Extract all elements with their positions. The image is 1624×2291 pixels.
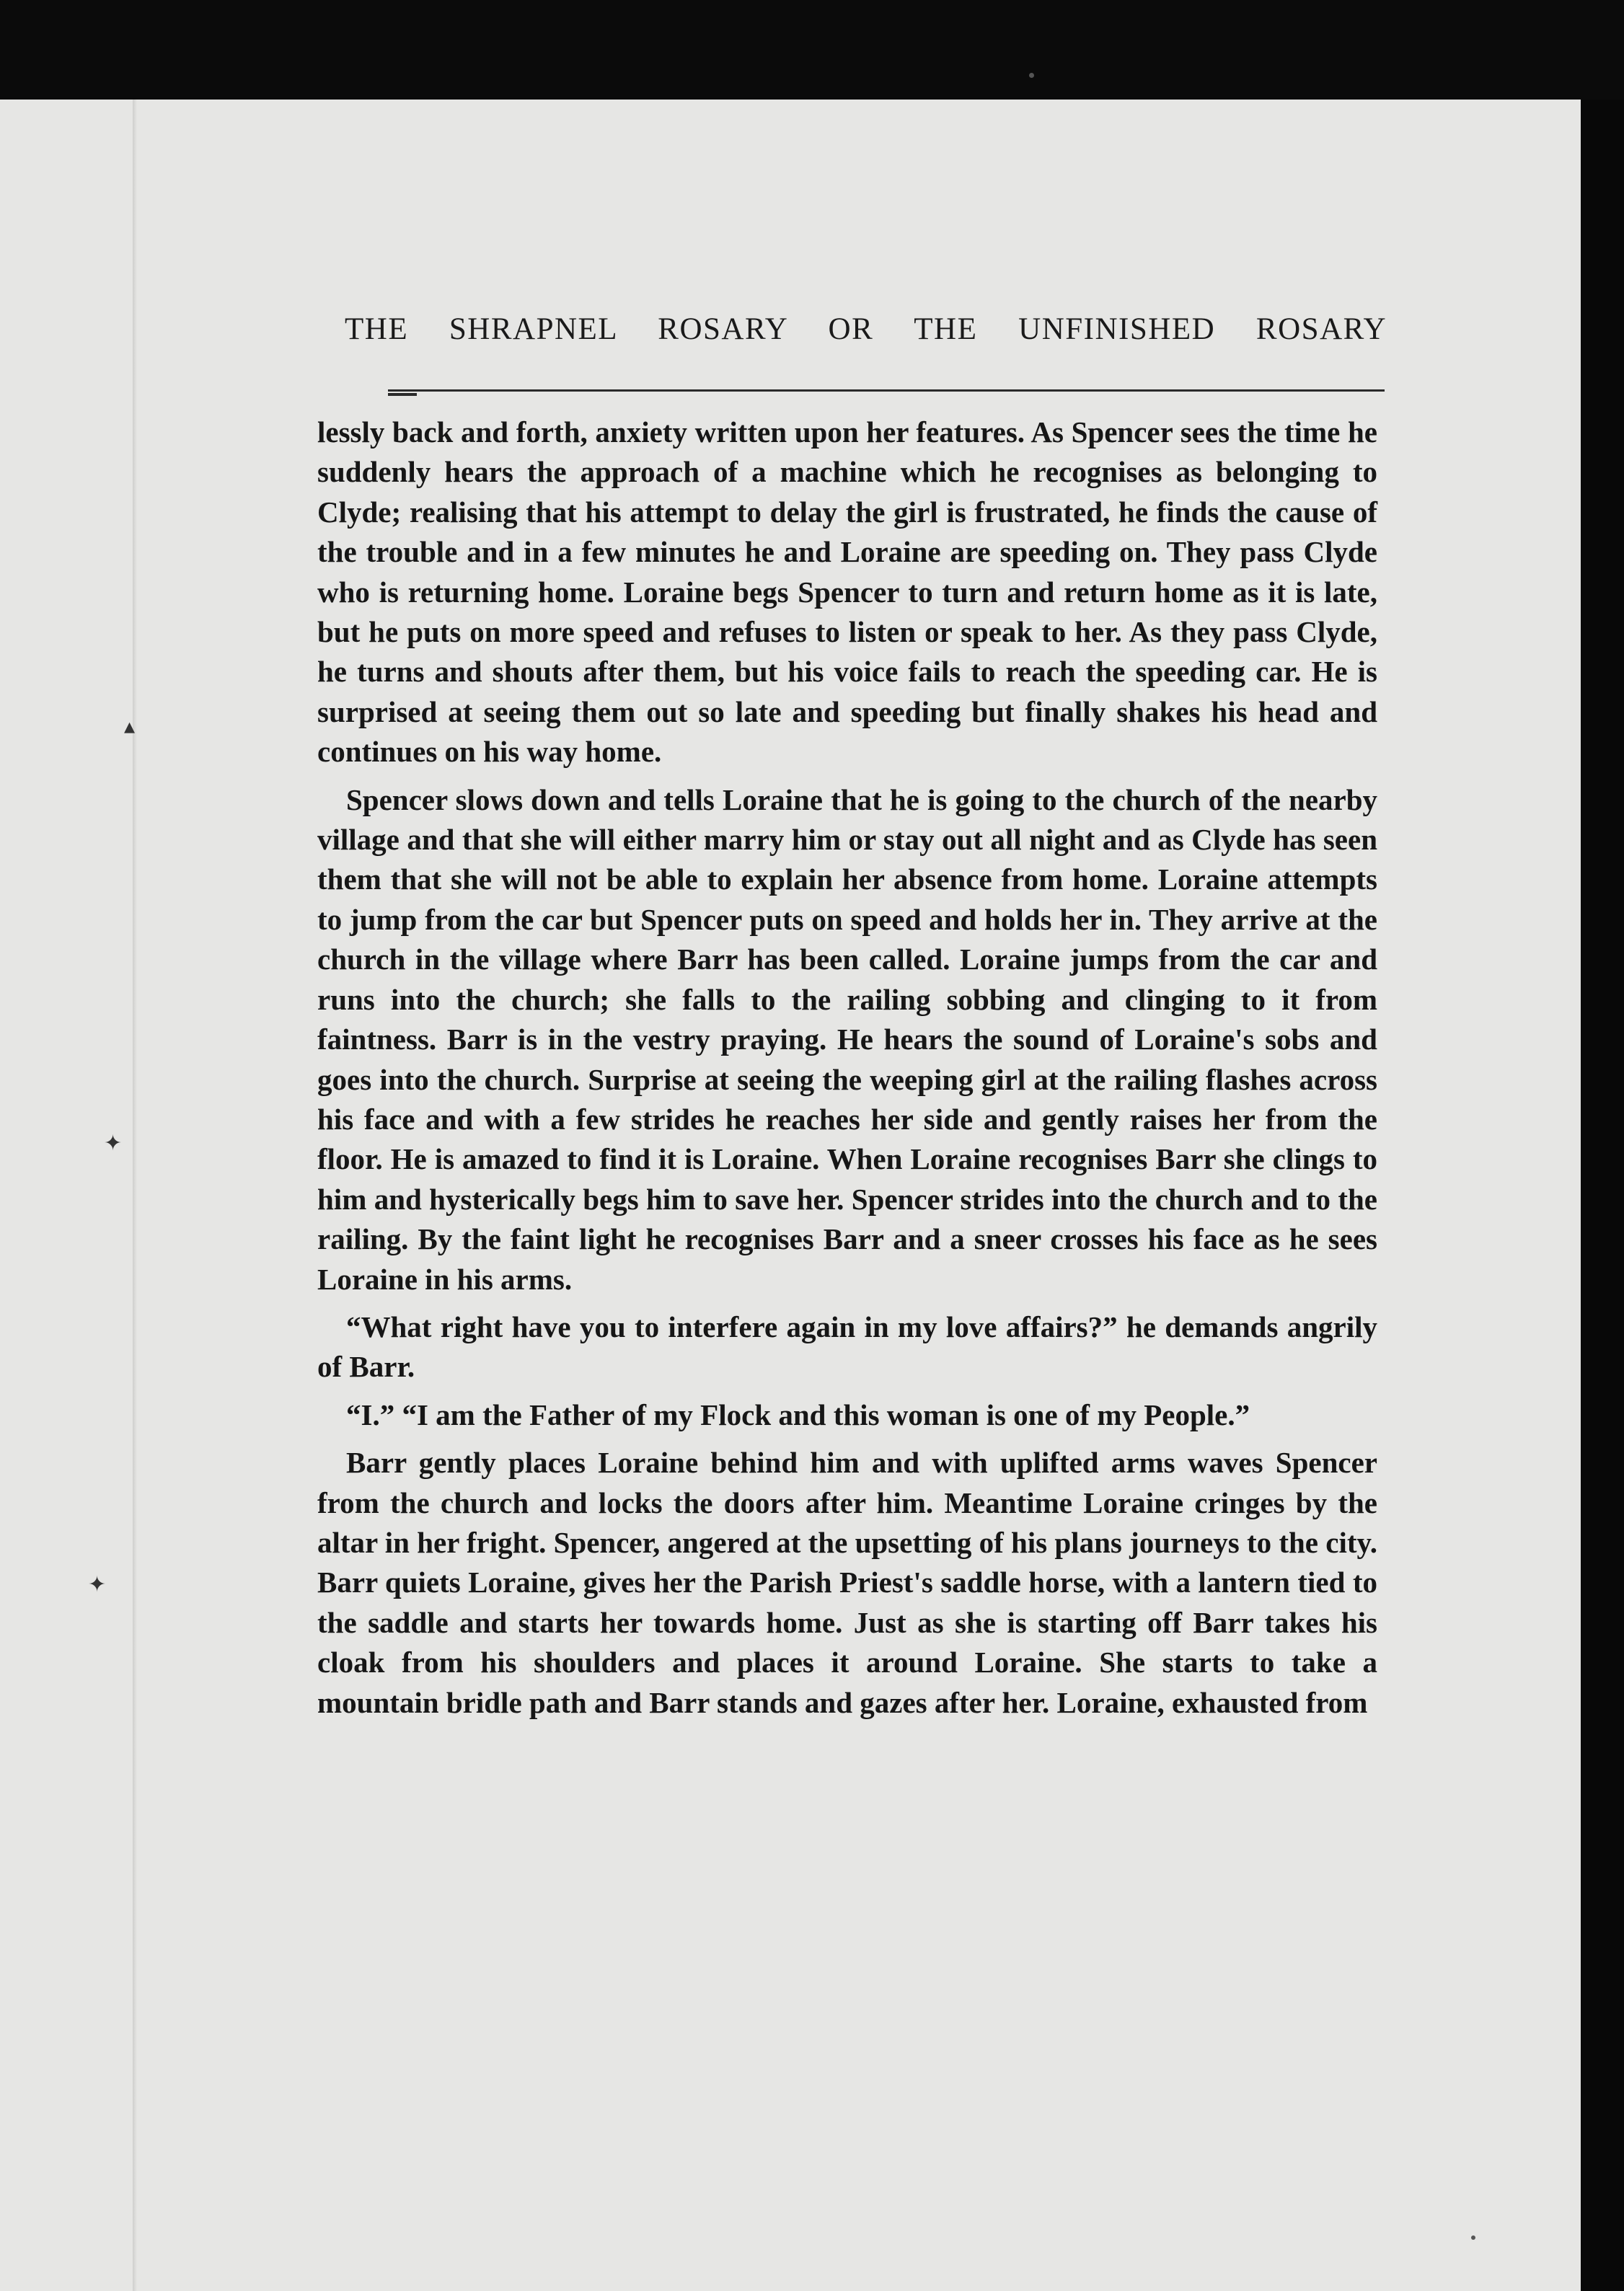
paragraph-4: “I.” “I am the Father of my Flock and this woman is one of my People.”	[346, 1398, 1250, 1431]
header-rule	[388, 389, 1385, 392]
paragraph-3: “What right have you to interfere again in my love affairs?” he demands angrily of Barr.	[317, 1310, 1377, 1384]
scan-speck	[1029, 73, 1034, 78]
paragraph-1: lessly back and forth, anxiety written upon her features. As Spencer sees the time he suddenly hears the approach of a machine which he recognises as belonging to Clyde; realising that his attempt to delay the girl is frustrated, he finds the cause of the trouble and in a few minutes he and Loraine are speeding on. They pass Clyde who is returning home. Loraine begs Spencer to turn and return home as it is late, but he puts on more speed and refuses to listen or speak to her. As they pass Clyde, he turns and shouts after them, but his voice fails to reach the speeding car. He is surprised at seeing them out so late and speeding but finally shakes his head and continues on his way home.	[317, 415, 1377, 769]
header-rule-accent	[388, 393, 417, 396]
scan-background-top	[0, 0, 1624, 101]
paragraph-2: Spencer slows down and tells Loraine that he is going to the church of the nearby village and that she will either marry him or stay out all night and as Clyde has seen them that she will not be able to explain her absence from home. Loraine attempts to jump from the car but Spencer puts on speed and holds her in. They arrive at the church in the village where Barr has been called. Loraine jumps from the car and runs into the church; she falls to the railing sobbing and clinging to it from faintness. Barr is in the vestry praying. He hears the sound of Loraine's sobs and goes into the church. Surprise at seeing the weeping girl at the railing flashes across his face and with a few strides he reaches her side and gently raises her from the floor. He is amazed to find it is Loraine. When Loraine recognises Barr she clings to him and hysterically begs him to save her. Spencer strides into the church and to the railing. By the faint light he recognises Barr and a sneer crosses his face as he sees Loraine in his arms.	[317, 782, 1377, 1296]
body-text	[317, 412, 1377, 1723]
running-title: THE SHRAPNEL ROSARY OR THE UNFINISHED ROSARY	[345, 312, 1387, 346]
margin-binding-mark: ✦	[104, 1131, 123, 1156]
page-fold-edge	[133, 100, 137, 2291]
scan-background-right	[1581, 100, 1624, 2291]
paragraph-5: Barr gently places Loraine behind him and with uplifted arms waves Spencer from the church and locks the doors after him. Meantime Loraine cringes by the altar in her fright. Spencer, angered at the upsetting of his plans journeys to the city. Barr quiets Loraine, gives her the Parish Priest's saddle horse, with a lantern tied to the saddle and starts her towards home. Just as she is starting off Barr takes his cloak from his shoulders and places it around Loraine. She starts to take a mountain bridle path and Barr stands and gazes after her. Loraine, exhausted from	[317, 1446, 1377, 1719]
margin-binding-mark: ▴	[124, 714, 136, 739]
scan-speck	[1471, 2235, 1475, 2240]
margin-binding-mark: ✦	[88, 1572, 107, 1597]
